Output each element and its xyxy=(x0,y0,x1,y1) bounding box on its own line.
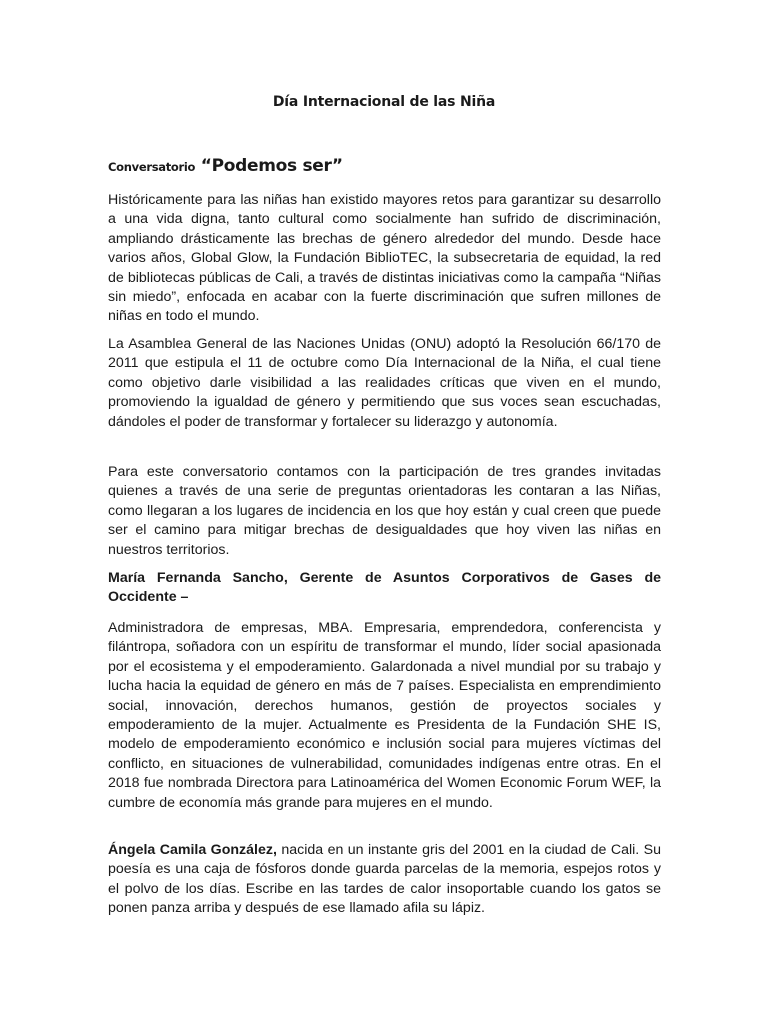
subheading xyxy=(108,156,343,176)
guest-bio-angela-camila: nacida en un instante gris del 2001 en la ciudad de Cali. Su poesía es una caja de fósforos donde guarda parcelas de la memoria, espejos rotos y el polvo de los días. Escribe en las tardes de calor insoportable cuando los gatos se ponen panza arriba y después de ese llamado afila su lápiz. xyxy=(108,842,661,917)
paragraph-history xyxy=(108,191,661,327)
paragraph-bio-maria-fernanda xyxy=(108,619,661,813)
guest-heading-text: María Fernanda Sancho, Gerente de Asuntos Corporativos de Gases de Occidente – xyxy=(108,570,661,606)
paragraph-un-resolution xyxy=(108,335,661,432)
guest-name-angela-camila: Ángela Camila González, xyxy=(108,842,277,858)
paragraph-conversatorio xyxy=(108,463,661,560)
paragraph-text: La Asamblea General de las Naciones Unidas (ONU) adoptó la Resolución 66/170 de 2011 que estipula el 11 de octubre como Día Internacional de la Niña, el cual tiene como objetivo darle visibilidad a las realidades críticas que viven en el mundo, promoviendo la igualdad de género y permitiendo que sus voces sean escuchadas, dándoles el poder de transformar y fortalecer su liderazgo y autonomía. xyxy=(108,336,661,430)
subheading-quote: “Podemos ser” xyxy=(200,156,343,176)
paragraph-text: Para este conversatorio contamos con la participación de tres grandes invitadas quienes a través de una serie de preguntas orientadoras les contaran a las Niñas, como llegaran a los lugares de incidencia en los que hoy están y cual creen que puede ser el camino para mitigar brechas de desigualdades que hoy viven las niñas en nuestros territorios. xyxy=(108,464,661,558)
guest-heading-maria-fernanda xyxy=(108,569,661,608)
paragraph-text: Históricamente para las niñas han existido mayores retos para garantizar su desarrollo a una vida digna, tanto cultural como socialmente han sufrido de discriminación, ampliando drásticamente las brechas de género alrededor del mundo. Desde hace varios años, Global Glow, la Fundación BiblioTEC, la subsecretaria de equidad, la red de bibliotecas públicas de Cali, a través de distintas iniciativas como la campaña “Niñas sin miedo”, enfocada en acabar con la fuerte discriminación que sufren millones de niñas en todo el mundo. xyxy=(108,192,661,325)
paragraph-text xyxy=(108,841,661,919)
paragraph-bio-angela-camila xyxy=(108,841,661,919)
document-title: Día Internacional de las Niña xyxy=(272,94,496,110)
paragraph-text: Administradora de empresas, MBA. Empresaria, emprendedora, conferencista y filántropa, soñadora con un espíritu de transformar el mundo, líder social apasionada por el ecosistema y el empoderamiento. Galardonada a nivel mundial por su trabajo y lucha hacia la equidad de género en más de 7 países. Especialista en emprendimiento social, innovación, derechos humanos, gestión de proyectos sociales y empoderamiento de la mujer. Actualmente es Presidenta de la Fundación SHE IS, modelo de empoderamiento económico e inclusión social para mujeres víctimas del conflicto, en situaciones de vulnerabilidad, comunidades indígenas entre otras. En el 2018 fue nombrada Directora para Latinoamérica del Women Economic Forum WEF, la cumbre de economía más grande para mujeres en el mundo. xyxy=(108,620,661,811)
subheading-label: Conversatorio xyxy=(108,160,196,174)
